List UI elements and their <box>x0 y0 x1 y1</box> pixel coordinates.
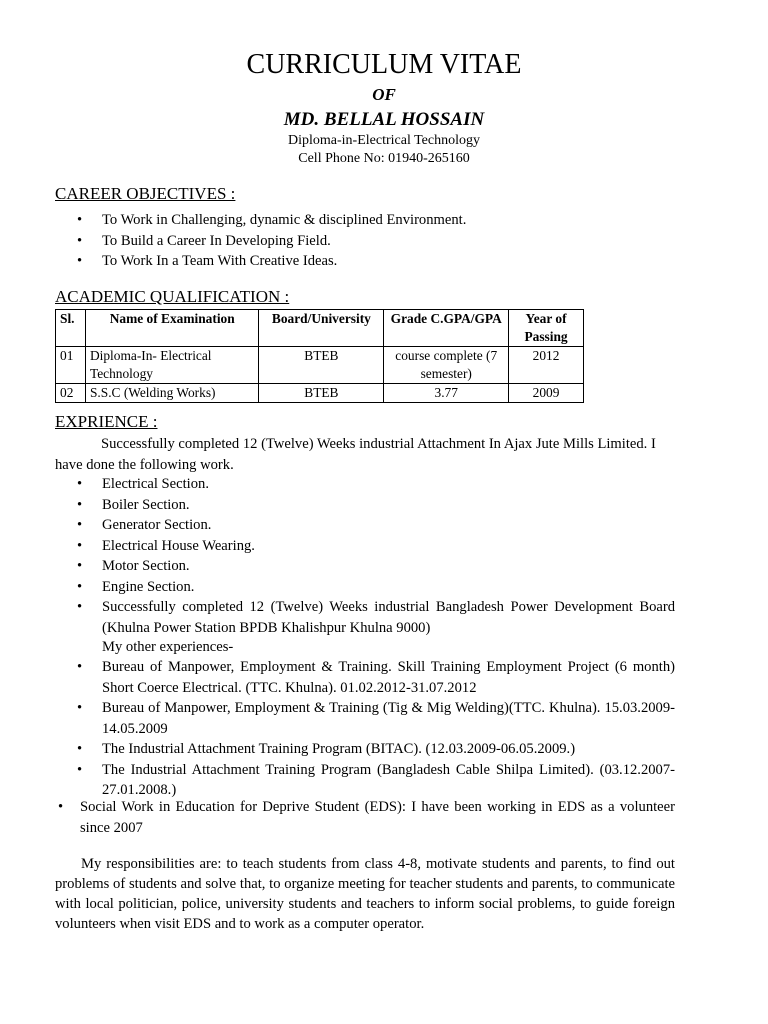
list-item: • Generator Section. <box>55 515 675 536</box>
list-item: • Electrical Section. <box>55 474 675 495</box>
academic-qualification-heading: ACADEMIC QUALIFICATION : <box>55 287 290 306</box>
experience-list <box>55 474 675 638</box>
candidate-diploma: Diploma-in-Electrical Technology <box>288 133 480 148</box>
list-item: • Boiler Section. <box>55 495 675 516</box>
experience-intro: Successfully completed 12 (Twelve) Weeks industrial Attachment In Ajax Jute Mills Limited. I have done the following work. <box>55 436 656 473</box>
cell-sl: 02 <box>56 384 86 403</box>
cv-header <box>0 0 768 168</box>
cv-of: OF <box>372 85 396 104</box>
list-item: • The Industrial Attachment Training Program (Bangladesh Cable Shilpa Limited). (03.12.2007-27.01.2008.) <box>55 760 675 801</box>
academic-table <box>55 309 584 403</box>
table-row <box>56 384 584 403</box>
other-experiences-list <box>55 657 675 801</box>
col-header-grade: Grade C.GPA/GPA <box>384 310 509 347</box>
responsibilities-paragraph: My responsibilities are: to teach students from class 4-8, motivate students and parents, to find out problems of students and solve that, to organize meeting for teacher students and parents, to communicate with local politician, police, university students and teachers to inform social problems, to guide foreign volunteers when visit EDS and to work as a computer operator. <box>55 856 675 932</box>
candidate-name: MD. BELLAL HOSSAIN <box>283 109 485 130</box>
list-item: • Bureau of Manpower, Employment & Training (Tig & Mig Welding)(TTC. Khulna). 15.03.2009-14.05.2009 <box>55 698 675 739</box>
table-header-row <box>56 310 584 347</box>
other-experiences-label: My other experiences- <box>102 639 234 655</box>
cell-board: BTEB <box>259 384 384 403</box>
col-header-sl: Sl. <box>56 310 86 347</box>
social-work-item <box>55 797 675 838</box>
col-header-exam: Name of Examination <box>85 310 258 347</box>
list-item: • Electrical House Wearing. <box>55 536 675 557</box>
career-objectives-list <box>55 210 675 272</box>
list-item: • Motor Section. <box>55 556 675 577</box>
list-item: • To Work In a Team With Creative Ideas. <box>55 251 675 272</box>
list-item: • To Build a Career In Developing Field. <box>55 231 675 252</box>
col-header-board: Board/University <box>259 310 384 347</box>
list-item: • Successfully completed 12 (Twelve) Weeks industrial Bangladesh Power Development Board (Khulna Power Station BPDB Khalishpur Khulna 9000) <box>55 597 675 638</box>
cell-grade: course complete (7 semester) <box>384 347 509 384</box>
experience-heading: EXPRIENCE : <box>55 412 158 431</box>
col-header-year: Year of Passing <box>509 310 584 347</box>
cell-exam: Diploma-In- Electrical Technology <box>85 347 258 384</box>
list-item: • Bureau of Manpower, Employment & Training. Skill Training Employment Project (6 month) Short Coerce Electrical. (TTC. Khulna). 01.02.2012-31.07.2012 <box>55 657 675 698</box>
table-row <box>56 347 584 384</box>
list-item: • Engine Section. <box>55 577 675 598</box>
cv-title: CURRICULUM VITAE <box>246 49 522 80</box>
social-work-text: Social Work in Education for Deprive Student (EDS): I have been working in EDS as a volunteer since 2007 <box>80 799 675 836</box>
list-item: • To Work in Challenging, dynamic & disciplined Environment. <box>55 210 675 231</box>
career-objectives-heading: CAREER OBJECTIVES : <box>55 184 236 203</box>
cell-year: 2012 <box>509 347 584 384</box>
cell-grade: 3.77 <box>384 384 509 403</box>
list-item: • The Industrial Attachment Training Program (BITAC). (12.03.2009-06.05.2009.) <box>55 739 675 760</box>
cell-sl: 01 <box>56 347 86 384</box>
cell-board: BTEB <box>259 347 384 384</box>
cell-year: 2009 <box>509 384 584 403</box>
candidate-phone: Cell Phone No: 01940-265160 <box>298 151 470 166</box>
cell-exam: S.S.C (Welding Works) <box>85 384 258 403</box>
social-work-list <box>55 797 675 838</box>
